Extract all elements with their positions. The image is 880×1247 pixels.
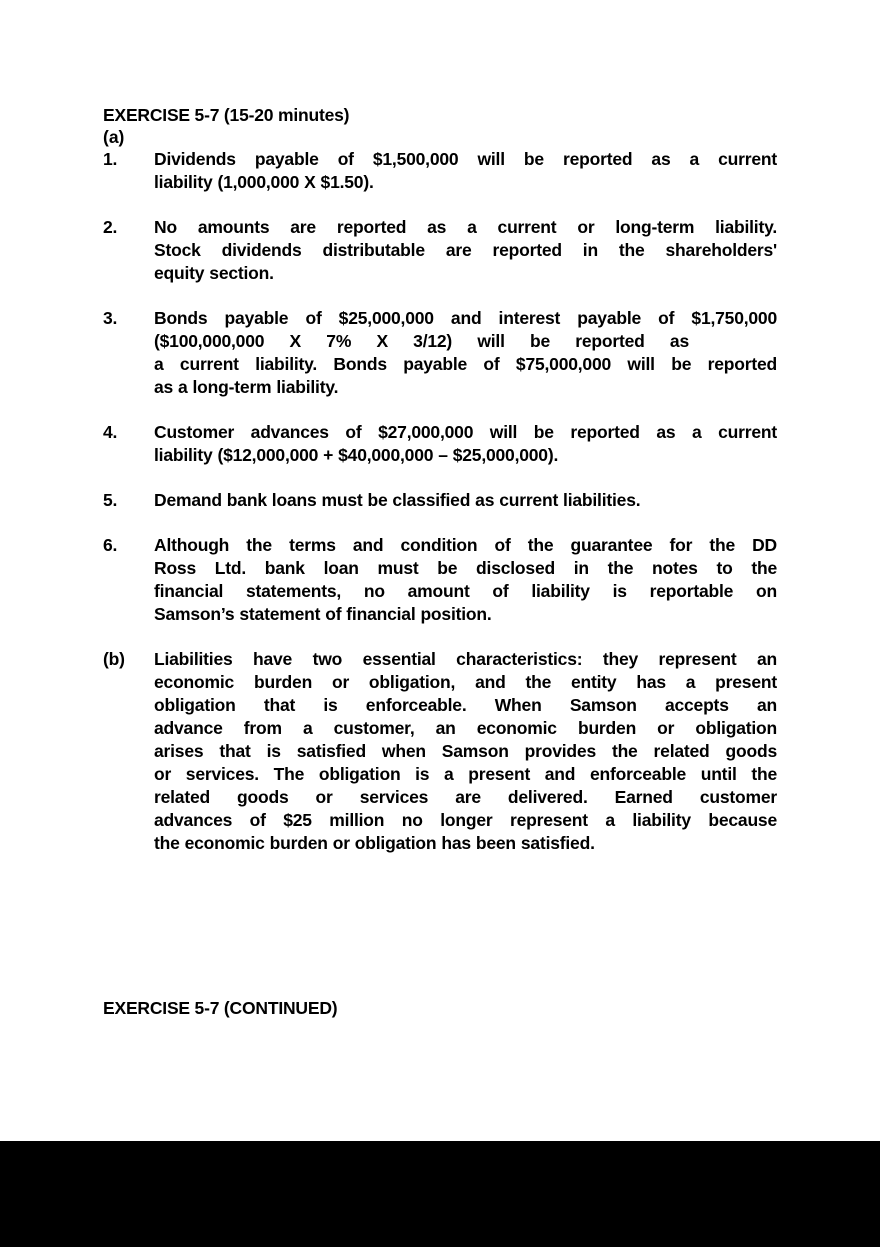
item-line: Bonds payable of $25,000,000 and interest payable of $1,750,000 (154, 308, 777, 328)
spacer (103, 285, 777, 307)
spacer (103, 194, 777, 216)
item-marker: 2. (103, 217, 118, 237)
item-marker: 6. (103, 535, 118, 555)
list-item (103, 216, 777, 285)
item-text (154, 648, 777, 855)
item-text (154, 148, 777, 194)
item-line: ($100,000,000 X 7% X 3/12) will be reported as (154, 331, 689, 351)
page-title: EXERCISE 5-7 (15-20 minutes) (103, 105, 350, 125)
continued-heading: EXERCISE 5-7 (CONTINUED) (103, 998, 338, 1018)
item-line: liability ($12,000,000 + $40,000,000 – $25,000,000). (154, 445, 559, 465)
list-item (103, 421, 777, 467)
spacer (103, 626, 777, 648)
item-line: advance from a customer, an economic burden or obligation (154, 718, 777, 738)
item-line: No amounts are reported as a current or long-term liability. (154, 217, 777, 237)
item-line: liability (1,000,000 X $1.50). (154, 172, 374, 192)
document-content (103, 105, 777, 855)
item-marker: (b) (103, 649, 125, 669)
item-line: Customer advances of $27,000,000 will be reported as a current (154, 422, 777, 442)
item-line: Liabilities have two essential characteristics: they represent an (154, 649, 777, 669)
item-line: a current liability. Bonds payable of $75,000,000 will be reported (154, 354, 777, 374)
item-line: arises that is satisfied when Samson provides the related goods (154, 741, 777, 761)
item-line: Ross Ltd. bank loan must be disclosed in the notes to the (154, 558, 777, 578)
item-line: as a long-term liability. (154, 377, 339, 397)
item-marker: 1. (103, 149, 118, 169)
item-line: Stock dividends distributable are reported in the shareholders' (154, 240, 777, 260)
item-line: Samson’s statement of financial position. (154, 604, 492, 624)
item-text (154, 534, 777, 626)
list-item (103, 307, 777, 399)
item-marker: 4. (103, 422, 118, 442)
item-line: obligation that is enforceable. When Samson accepts an (154, 695, 777, 715)
item-line: the economic burden or obligation has been satisfied. (154, 833, 595, 853)
item-line: related goods or services are delivered. Earned customer (154, 787, 777, 807)
item-text (154, 489, 777, 512)
item-text (154, 307, 777, 399)
item-line: Dividends payable of $1,500,000 will be reported as a current (154, 149, 777, 169)
item-line: or services. The obligation is a present and enforceable until the (154, 764, 777, 784)
item-line: financial statements, no amount of liability is reportable on (154, 581, 777, 601)
list-item (103, 534, 777, 626)
item-marker: 5. (103, 490, 118, 510)
item-text (154, 421, 777, 467)
item-line: Although the terms and condition of the guarantee for the DD (154, 535, 777, 555)
list-item (103, 489, 777, 512)
item-marker: 3. (103, 308, 118, 328)
item-line: equity section. (154, 263, 274, 283)
spacer (103, 512, 777, 534)
item-line: economic burden or obligation, and the entity has a present (154, 672, 777, 692)
list-item (103, 148, 777, 194)
item-text (154, 216, 777, 285)
item-line: Demand bank loans must be classified as current liabilities. (154, 490, 641, 510)
item-line: advances of $25 million no longer represent a liability because (154, 810, 777, 830)
list-item (103, 648, 777, 855)
part-a-label: (a) (103, 127, 125, 147)
spacer (103, 399, 777, 421)
spacer (103, 467, 777, 489)
bottom-black-band (0, 1141, 880, 1247)
